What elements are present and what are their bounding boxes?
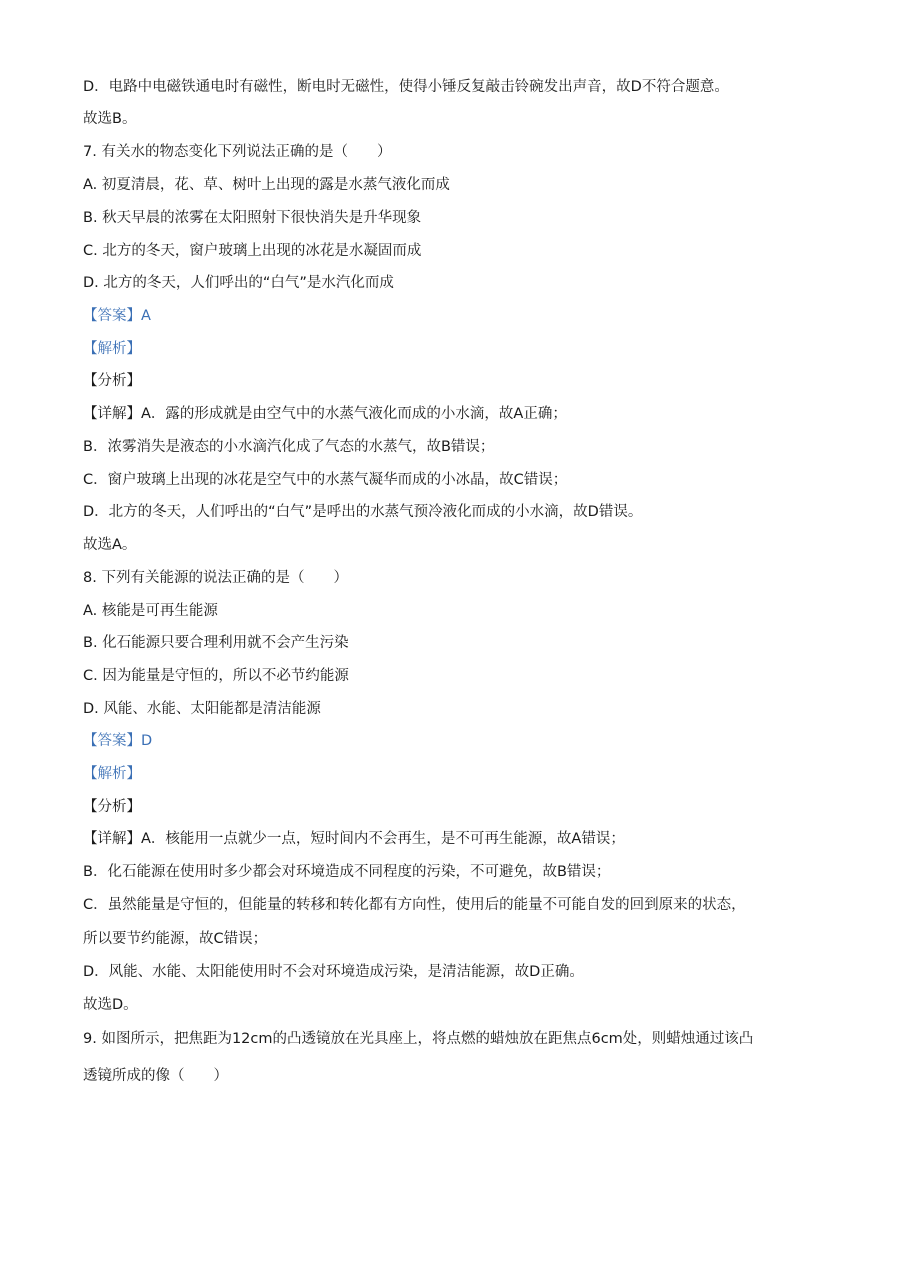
detail-line: B．化石能源在使用时多少都会对环境造成不同程度的污染，不可避免，故B错误； — [83, 864, 611, 880]
detail-line: D．北方的冬天，人们呼出的“白气”是呼出的水蒸气预冷液化而成的小水滴，故D错误。 — [83, 504, 643, 520]
question-9-stem-cont: 透镜所成的像（ ） — [83, 1068, 228, 1084]
option-b: B. 化石能源只要合理利用就不会产生污染 — [83, 635, 349, 651]
analysis-label: 【解析】 — [83, 341, 141, 357]
fenxi-label: 【分析】 — [83, 799, 141, 815]
detail-line: 所以要节约能源，故C错误； — [83, 931, 268, 947]
text-line: D．电路中电磁铁通电时有磁性，断电时无磁性，使得小锤反复敲击铃碗发出声音，故D不符合题意。 — [83, 79, 729, 95]
detail-line: C．虽然能量是守恒的，但能量的转移和转化都有方向性，使用后的能量不可能自发的回到原来的状态， — [83, 897, 746, 913]
option-d: D. 北方的冬天，人们呼出的“白气”是水汽化而成 — [83, 275, 394, 291]
option-c: C. 北方的冬天，窗户玻璃上出现的冰花是水凝固而成 — [83, 243, 422, 259]
answer-label: 【答案】D — [83, 733, 153, 749]
question-9-stem: 9. 如图所示，把焦距为12cm的凸透镜放在光具座上，将点燃的蜡烛放在距焦点6cm处，则蜡烛通过该凸 — [83, 1031, 754, 1047]
detail-line: B．浓雾消失是液态的小水滴汽化成了气态的水蒸气，故B错误； — [83, 439, 495, 455]
detail-line: C．窗户玻璃上出现的冰花是空气中的水蒸气凝华而成的小冰晶，故C错误； — [83, 472, 568, 488]
question-8-stem: 8. 下列有关能源的说法正确的是（ ） — [83, 570, 348, 586]
fenxi-label: 【分析】 — [83, 373, 141, 389]
option-d: D. 风能、水能、太阳能都是清洁能源 — [83, 701, 321, 717]
question-7-stem: 7. 有关水的物态变化下列说法正确的是（ ） — [83, 144, 392, 160]
detail-line: 【详解】A．核能用一点就少一点，短时间内不会再生，是不可再生能源，故A错误； — [83, 831, 625, 847]
option-b: B. 秋天早晨的浓雾在太阳照射下很快消失是升华现象 — [83, 210, 422, 226]
analysis-label: 【解析】 — [83, 766, 141, 782]
text-line: 故选B。 — [83, 111, 137, 127]
detail-line: D．风能、水能、太阳能使用时不会对环境造成污染，是清洁能源，故D正确。 — [83, 964, 584, 980]
answer-label: 【答案】A — [83, 308, 151, 324]
conclusion-line: 故选A。 — [83, 537, 137, 553]
option-a: A. 初夏清晨，花、草、树叶上出现的露是水蒸气液化而成 — [83, 177, 450, 193]
option-c: C. 因为能量是守恒的，所以不必节约能源 — [83, 668, 349, 684]
conclusion-line: 故选D。 — [83, 997, 138, 1013]
detail-line: 【详解】A．露的形成就是由空气中的水蒸气液化而成的小水滴，故A正确； — [83, 406, 567, 422]
option-a: A. 核能是可再生能源 — [83, 603, 218, 619]
